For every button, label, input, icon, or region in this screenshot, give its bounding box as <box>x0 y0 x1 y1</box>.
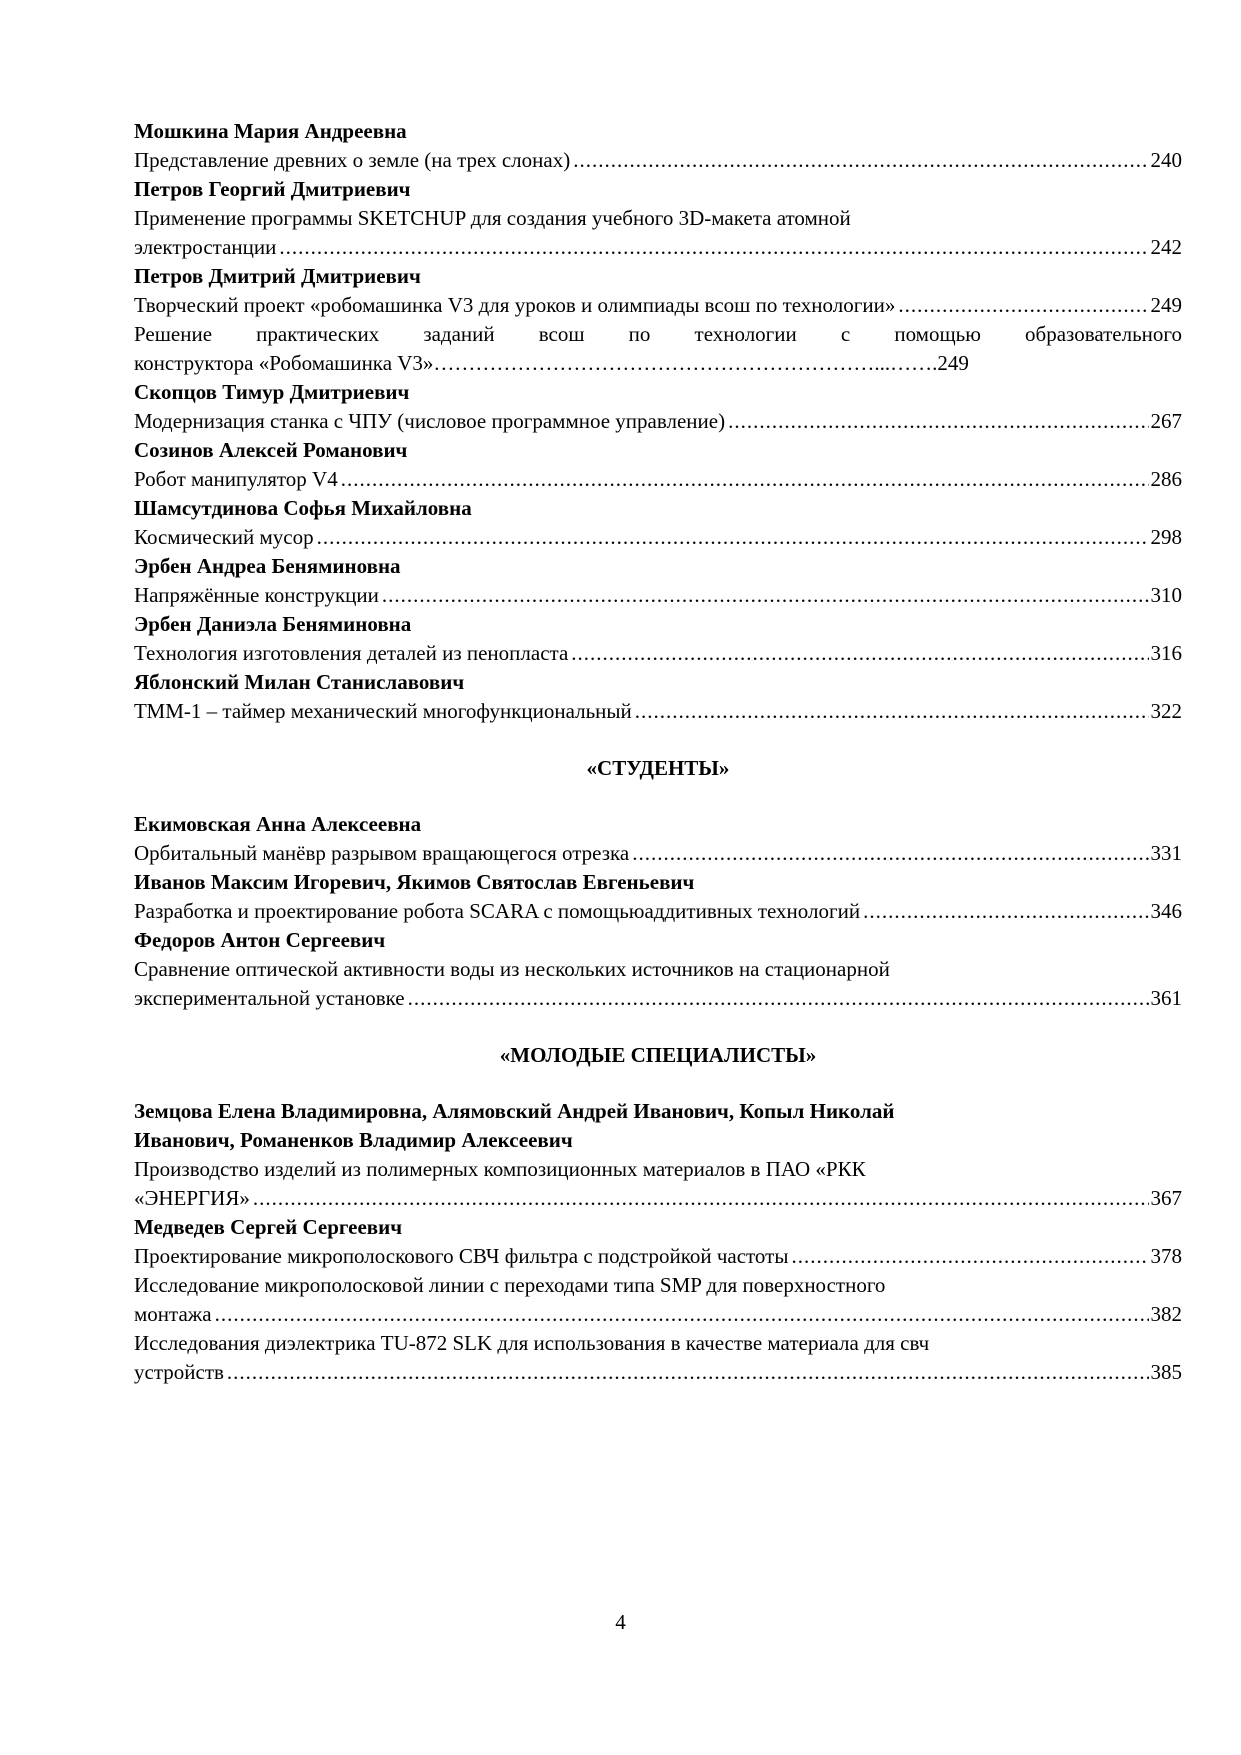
entry-title-line: конструктора «Робомашинка V3»………………………………………………………...…….249 <box>134 351 969 375</box>
entry-title: Творческий проект «робомашинка V3 для уроков и олимпиады всош по технологии» <box>134 293 896 317</box>
leader-dots <box>408 984 1149 1013</box>
author-name: Шамсутдинова Софья Михайловна <box>134 496 472 520</box>
entry-title-line: Применение программы SKETCHUP для создания учебного 3D-макета атомной <box>134 206 851 230</box>
entry-title: Разработка и проектирование робота SCARA с помощьюаддитивных технологий <box>134 899 861 923</box>
leader-dots <box>898 291 1148 320</box>
page-ref: 361 <box>1150 986 1182 1010</box>
author-name: Эрбен Даниэла Беняминовна <box>134 612 412 636</box>
leader-dots <box>253 1184 1149 1213</box>
page-ref: 316 <box>1150 641 1182 665</box>
toc-entry[interactable] <box>134 697 1182 726</box>
leader-dots <box>382 581 1149 610</box>
leader-dots <box>632 839 1148 868</box>
entry-title-line: экспериментальной установке <box>134 986 405 1010</box>
leader-dots <box>227 1358 1149 1387</box>
leader-dots <box>317 523 1149 552</box>
author-name: Петров Георгий Дмитриевич <box>134 177 411 201</box>
author-name: Екимовская Анна Алексеевна <box>134 812 422 836</box>
leader-dots <box>571 639 1148 668</box>
author-name: Мошкина Мария Андреевна <box>134 119 407 143</box>
entry-title: Проектирование микрополоскового СВЧ фильтра с подстройкой частоты <box>134 1244 789 1268</box>
page-ref: 267 <box>1150 409 1182 433</box>
page-ref: 382 <box>1150 1302 1182 1326</box>
entry-title-line: Решение практических заданий всош по технологии с помощью образовательного <box>134 322 1182 346</box>
entry-title: Космический мусор <box>134 525 314 549</box>
author-name: Земцова Елена Владимировна, Алямовский Андрей Иванович, Копыл Николай <box>134 1099 895 1123</box>
entry-title-line: Производство изделий из полимерных композиционных материалов в ПАО «РКК <box>134 1157 866 1181</box>
toc-entry[interactable] <box>134 465 1182 494</box>
author-name: Эрбен Андреа Беняминовна <box>134 554 401 578</box>
entry-title: Технология изготовления деталей из пенопласта <box>134 641 569 665</box>
entry-title: Напряжённые конструкции <box>134 583 379 607</box>
leader-dots <box>791 1242 1148 1271</box>
toc-entry[interactable] <box>134 955 1182 1013</box>
page-ref: 242 <box>1150 235 1182 259</box>
page-ref: 331 <box>1150 841 1182 865</box>
leader-dots <box>279 233 1148 262</box>
entry-title-line: электростанции <box>134 235 277 259</box>
toc-entry[interactable] <box>134 1329 1182 1387</box>
author-name: Созинов Алексей Романович <box>134 438 408 462</box>
entry-title: ТММ-1 – таймер механический многофункциональный <box>134 699 632 723</box>
toc-entry[interactable] <box>134 897 1182 926</box>
section-heading-young-specialists: «МОЛОДЫЕ СПЕЦИАЛИСТЫ» <box>499 1043 817 1067</box>
page-ref: 249 <box>1150 293 1182 317</box>
page-ref: 240 <box>1150 148 1182 172</box>
page-ref: 346 <box>1150 899 1182 923</box>
entry-title-line: «ЭНЕРГИЯ» <box>134 1186 250 1210</box>
entry-title-line: Сравнение оптической активности воды из нескольких источников на стационарной <box>134 957 890 981</box>
leader-dots <box>341 465 1149 494</box>
leader-dots <box>863 897 1148 926</box>
page-ref: 310 <box>1150 583 1182 607</box>
toc-entry[interactable] <box>134 146 1182 175</box>
entry-title: Представление древних о земле (на трех слонах) <box>134 148 571 172</box>
entry-title-line: монтажа <box>134 1302 212 1326</box>
page-ref: 385 <box>1150 1360 1182 1384</box>
toc-entry[interactable] <box>134 1242 1182 1271</box>
entry-title: Модернизация станка с ЧПУ (числовое программное управление) <box>134 409 726 433</box>
author-name: Скопцов Тимур Дмитриевич <box>134 380 410 404</box>
leader-dots <box>728 407 1148 436</box>
entry-title-line: Исследование микрополосковой линии с переходами типа SMP для поверхностного <box>134 1273 886 1297</box>
toc-entry[interactable] <box>134 1271 1182 1329</box>
author-name: Иванович, Романенков Владимир Алексеевич <box>134 1128 573 1152</box>
page-ref: 286 <box>1150 467 1182 491</box>
toc-entry[interactable] <box>134 291 1182 320</box>
page-number: 4 <box>615 1610 626 1634</box>
toc-entry[interactable] <box>134 204 1182 262</box>
entry-title: Робот манипулятор V4 <box>134 467 338 491</box>
entry-title-line: устройств <box>134 1360 224 1384</box>
author-name: Иванов Максим Игоревич, Якимов Святослав Евгеньевич <box>134 870 695 894</box>
toc-entry[interactable] <box>134 839 1182 868</box>
page-ref: 367 <box>1150 1186 1182 1210</box>
page-ref: 322 <box>1150 699 1182 723</box>
author-name: Федоров Антон Сергеевич <box>134 928 386 952</box>
page-ref: 298 <box>1150 525 1182 549</box>
entry-title-line: Исследования диэлектрика TU-872 SLK для использования в качестве материала для свч <box>134 1331 930 1355</box>
author-name: Яблонский Милан Станиславович <box>134 670 465 694</box>
toc-entry[interactable] <box>134 523 1182 552</box>
entry-title: Орбитальный манёвр разрывом вращающегося отрезка <box>134 841 630 865</box>
author-name: Петров Дмитрий Дмитриевич <box>134 264 421 288</box>
toc-entry[interactable] <box>134 320 1182 378</box>
page-ref: 378 <box>1150 1244 1182 1268</box>
toc-entry[interactable] <box>134 581 1182 610</box>
section-heading-students: «СТУДЕНТЫ» <box>586 756 730 780</box>
toc-entry[interactable] <box>134 1155 1182 1213</box>
leader-dots <box>573 146 1148 175</box>
toc-entry[interactable] <box>134 639 1182 668</box>
leader-dots <box>215 1300 1149 1329</box>
toc-entry[interactable] <box>134 407 1182 436</box>
table-of-contents <box>134 117 1182 1387</box>
leader-dots <box>635 697 1149 726</box>
author-name: Медведев Сергей Сергеевич <box>134 1215 403 1239</box>
